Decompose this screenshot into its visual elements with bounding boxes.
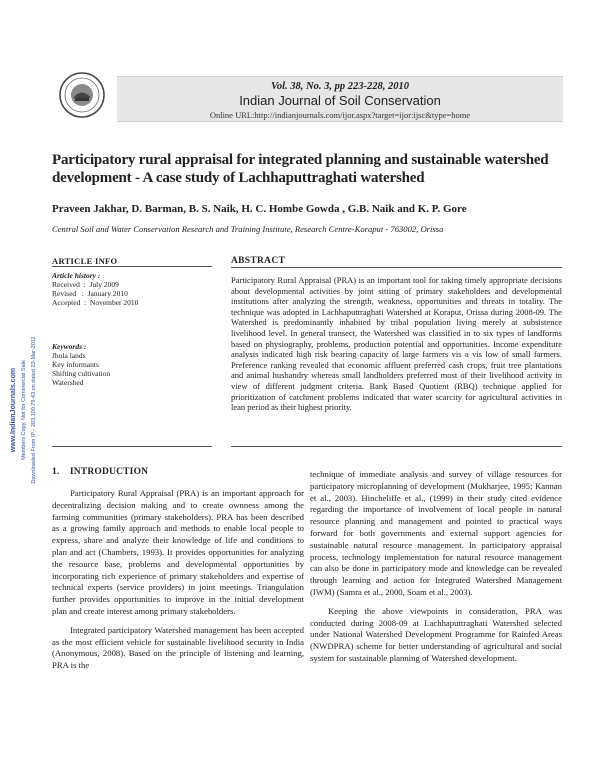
keyword-item: Shifting cultivation	[52, 369, 111, 378]
accepted-date: Accepted : November 2010	[52, 298, 139, 307]
abstract-bottom-rule	[231, 446, 562, 447]
journal-volume: Vol. 38, No. 3, pp 223-228, 2010	[271, 81, 409, 92]
download-watermark	[4, 300, 44, 500]
abstract-rule	[231, 267, 562, 268]
article-history-label: Article history :	[52, 271, 101, 280]
abstract-text: Participatory Rural Appraisal (PRA) is an important tool for taking timely appropriate decisions about developmental activities by joint sitting of primary stakeholders and developmental institutions after analyzing the strength, weakness, opportunities and threats in totality. The technique was adopted in Lachhaputtraghati Watershed at Koraput, Orissa during 2008-09. The Watershed is predominantly inhabited by tribal population living merely at subsistence livelihood level. In general transect, the Watershed was classified in to six types of landforms based on physiography, problems, production potential and opportunities. Income expenditure analysis indicated high risk bearing capacity of large farmers vis a vis low of small farmers. Preference ranking revealed that economic affluent preferred cash crops, fruit tree plantations and animal husbandry whereas small landholders preferred most of their livelihood activity in view of different judgment criteria. Rank Based Quotient (RBQ) technique applied for prioritization of catchment problems indicated that water scarcity for agricultural activities in lean period as their highest priority.	[231, 275, 562, 413]
body-paragraph: Keeping the above viewpoints in consideration, PRA was conducted during 2008-09 at Lachhaputtraghati Watershed selected under National Watershed Development Programme for Rainfed Areas (NWDPRA) scheme for better understanding of agricultural and social system for sustainable planning of Watershed development.	[310, 605, 562, 663]
watermark-download: Downloaded From IP - 203.100.79.43 on dated 23-Mar-2011	[31, 336, 37, 484]
received-date: Received : July 2009	[52, 280, 119, 289]
body-right-column	[310, 469, 562, 672]
article-history	[52, 271, 138, 307]
journal-logo	[58, 71, 106, 119]
paper-affiliation: Central Soil and Water Conservation Research and Training Institute, Research Centre-Koraput - 763002, Orissa	[52, 224, 444, 234]
article-info-heading: ARTICLE INFO	[52, 256, 118, 266]
abstract-heading: ABSTRACT	[231, 256, 286, 266]
article-info-rule	[52, 266, 212, 267]
keyword-item: Watershed	[52, 378, 84, 387]
watermark-members: Members Copy, Not for Commercial Sale	[21, 360, 27, 460]
paper-authors: Praveen Jakhar, D. Barman, B. S. Naik, H. C. Hombe Gowda , G.B. Naik and K. P. Gore	[52, 203, 467, 215]
body-left-column	[52, 488, 304, 679]
journal-url[interactable]: Online URL:http://indianjournals.com/ijor.aspx?target=ijor:ijsc&type=home	[209, 110, 471, 120]
paper-title: Participatory rural appraisal for integrated planning and sustainable watershed development - A case study of Lachhaputtraghati watershed	[52, 152, 549, 186]
keyword-item: Jhola lands	[52, 351, 86, 360]
keyword-item: Key informants	[52, 360, 99, 369]
section-heading-introduction: 1. INTRODUCTION	[52, 467, 149, 477]
body-paragraph: technique of immediate analysis and survey of village resources for participatory microplanning of development (Mukharjee, 1995; Kannan et al., 2003). Hincheliffe et al., (1999) in their study cited evidence regarding the importance of involvement of local people in natural resource planning and management and pointed to practical ways forward for both governments and external support agencies for sustainable natural resource management. In participatory appraisal process, technology implementation for natural resource management can also be done in participatory mode and knowledge can be revealed through learning and action for Integrated Watershed Management (IWM) (Samra et al., 2000, Soam et al., 2003).	[310, 469, 562, 597]
body-paragraph: Integrated participatory Watershed management has been accepted as the most efficient vehicle for sustainable livelihood security in India (Anonymous, 2008). Based on the principle of listening and learning, PRA is the	[52, 624, 304, 671]
watermark-site: www.IndianJournals.com	[10, 367, 17, 453]
body-paragraph: Participatory Rural Appraisal (PRA) is an important approach for decentralizing decision making and to create ownness among the farming communities (primary stakeholders). PRA has been described as a growing family approach and methods to enable local people to express, share and analyze their knowledge of life and conditions to plan and act (Chambers, 1993). It provides opportunities for analyzing the resource base, problems and developmental opportunities by incorporating rich experience of primary stakeholders and expertise of technical experts (service providers) in joint meetings. Triangulation further provides opportunities to improve in the initial development plan and create interest among primary stakeholders.	[52, 488, 304, 616]
keywords-block	[52, 342, 110, 387]
journal-name: Indian Journal of Soil Conservation	[239, 93, 441, 108]
keywords-label: Keywords :	[52, 342, 87, 351]
article-info-bottom-rule	[52, 446, 212, 447]
revised-date: Revised : January 2010	[52, 289, 128, 298]
